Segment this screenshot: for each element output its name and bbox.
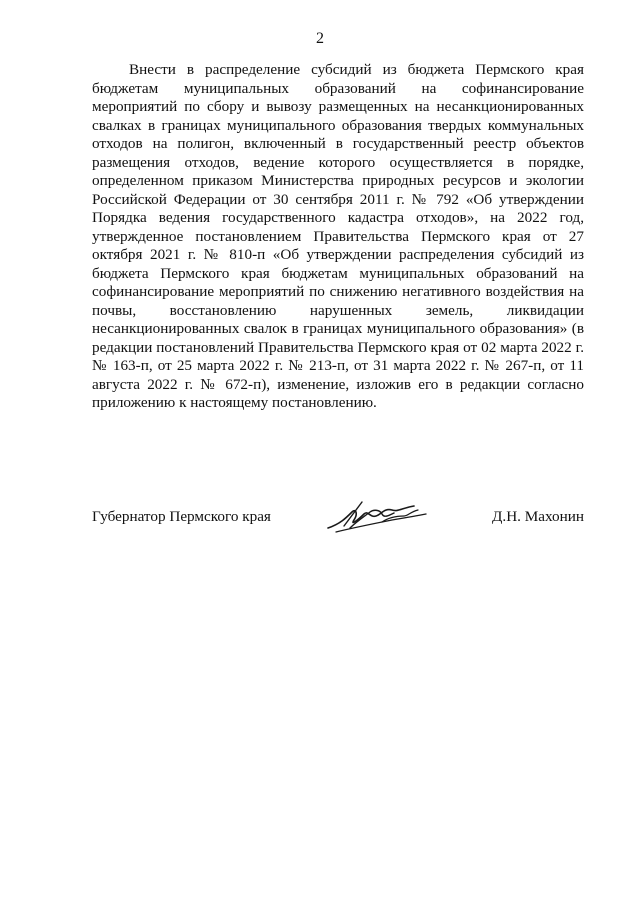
page-number: 2 — [316, 30, 324, 47]
signatory-name: Д.Н. Махонин — [492, 508, 584, 525]
handwritten-signature — [322, 498, 432, 538]
signature-block — [92, 508, 584, 538]
body-paragraph: Внести в распределение субсидий из бюджета Пермского края бюджетам муниципальных образований на софинансирование мероприятий по сбору и вывозу размещенных на несанкционированных свалках в границах муниципального образования твердых коммунальных отходов на полигон, включенный в государственный реестр объектов размещения отходов, ведение которого осуществляется в порядке, определенном приказом Министерства природных ресурсов и экологии Российской Федерации от 30 сентября 2011 г. № 792 «Об утверждении Порядка ведения государственного кадастра отходов», на 2022 год, утвержденное постановлением Правительства Пермского края от 27 октября 2021 г. № 810-п «Об утверждении распределения субсидий из бюджета Пермского края бюджетам муниципальных образований на софинансирование мероприятий по снижению негативного воздействия на почвы, восстановлению нарушенных земель, ликвидации несанкционированных свалок в границах муниципального образования» (в редакции постановлений Правительства Пермского края от 02 марта 2022 г. № 163-п, от 25 марта 2022 г. № 213-п, от 31 марта 2022 г. № 267-п, от 11 августа 2022 г. № 672-п), изменение, изложив его в редакции согласно приложению к настоящему постановлению. — [92, 61, 584, 411]
signatory-title: Губернатор Пермского края — [92, 508, 271, 525]
